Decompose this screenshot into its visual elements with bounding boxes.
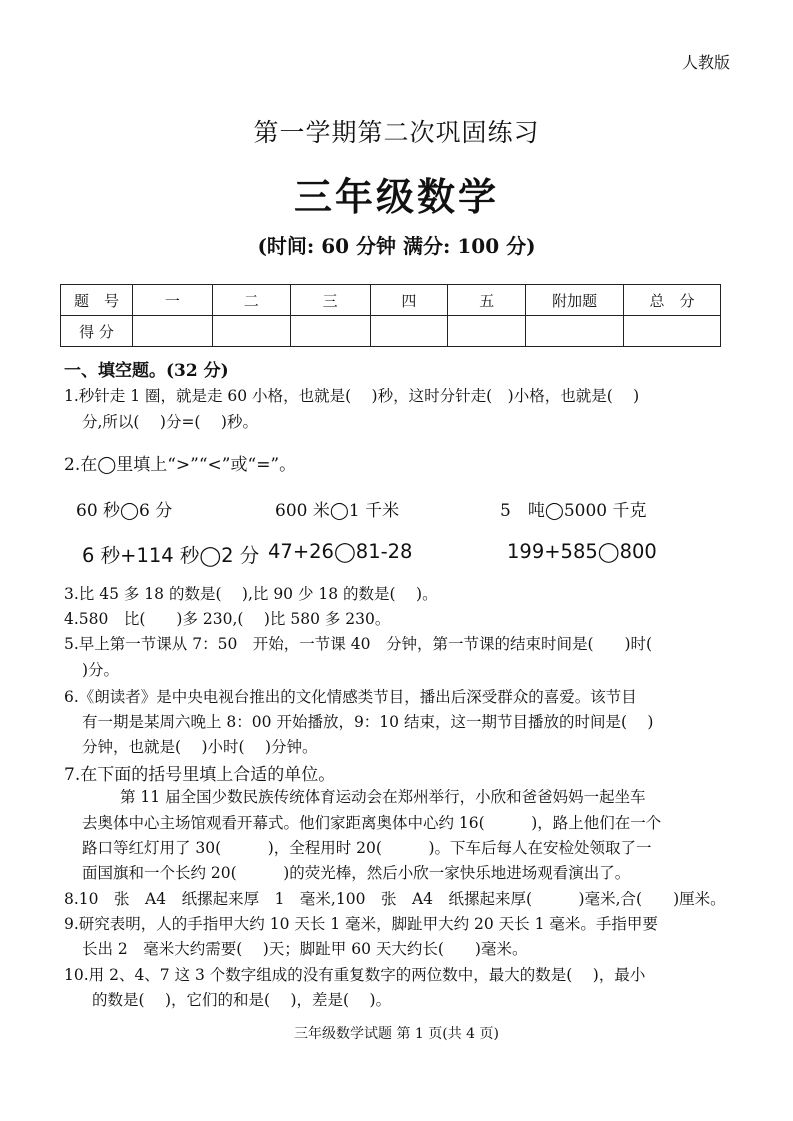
question-6-line-1: 6.《朗读者》是中央电视台推出的文化情感类节目，播出后深受群众的喜爱。该节目 bbox=[64, 688, 637, 706]
table-header-cell: 四 bbox=[370, 285, 448, 316]
question-10-line-1: 10.用 2、4、7 这 3 个数字组成的没有重复数字的两位数中，最大的数是( )，最小 bbox=[64, 966, 646, 984]
compare-item: 600 米◯1 千米 bbox=[275, 501, 400, 521]
score-table-header-row bbox=[61, 285, 721, 316]
question-1-line-1: 1.秒针走 1 圈，就是走 60 小格，也就是( )秒，这时分针走( )小格，也就是( ) bbox=[64, 387, 640, 405]
compare-item: 60 秒◯6 分 bbox=[76, 501, 173, 521]
exam-subtitle: 第一学期第二次巩固练习 bbox=[253, 118, 540, 147]
table-header-cell: 题 号 bbox=[61, 285, 133, 316]
question-7-paragraph: 路口等红灯用了 30( )，全程用时 20( )。下车后每人在安检处领取了一 bbox=[82, 839, 652, 857]
page-title: 三年级数学 bbox=[293, 174, 499, 219]
question-7-paragraph: 面国旗和一个长约 20( )的荧光棒，然后小欣一家快乐地进场观看演出了。 bbox=[82, 864, 631, 882]
question-9-line-2: 长出 2 毫米大约需要( )天；脚趾甲 60 天大约长( )毫米。 bbox=[82, 940, 528, 958]
question-3: 3.比 45 多 18 的数是( ),比 90 少 18 的数是( )。 bbox=[64, 585, 438, 603]
question-7: 7.在下面的括号里填上合适的单位。 bbox=[64, 765, 336, 785]
question-10-line-2: 的数是( )，它们的和是( )，差是( )。 bbox=[92, 991, 392, 1009]
score-cell bbox=[624, 316, 721, 347]
compare-item: 47+26◯81-28 bbox=[268, 540, 413, 563]
edition-label: 人教版 bbox=[682, 53, 731, 72]
table-header-cell: 五 bbox=[448, 285, 526, 316]
question-7-paragraph: 去奥体中心主场馆观看开幕式。他们家距离奥体中心约 16( )，路上他们在一个 bbox=[82, 814, 662, 832]
question-4: 4.580 比( )多 230,( )比 580 多 230。 bbox=[64, 610, 391, 628]
question-6-line-3: 分钟，也就是( )小时( )分钟。 bbox=[82, 738, 318, 756]
compare-item: 199+585◯800 bbox=[507, 540, 657, 563]
score-cell bbox=[448, 316, 526, 347]
question-5-line-1: 5.早上第一节课从 7：50 开始，一节课 40 分钟，第一节课的结束时间是( )时( bbox=[64, 635, 653, 653]
score-cell bbox=[526, 316, 624, 347]
time-info: (时间: 60 分钟 满分: 100 分) bbox=[257, 234, 536, 258]
score-table bbox=[60, 284, 721, 347]
compare-item: 5 吨◯5000 千克 bbox=[500, 501, 647, 521]
question-7-paragraph: 第 11 届全国少数民族传统体育运动会在郑州举行，小欣和爸爸妈妈一起坐车 bbox=[120, 788, 646, 806]
table-header-cell: 总 分 bbox=[624, 285, 721, 316]
question-1-line-2: 分,所以( )分=( )秒。 bbox=[82, 413, 258, 431]
page-footer: 三年级数学试题 第 1 页(共 4 页) bbox=[294, 1026, 499, 1042]
section-title: 一、填空题。(32 分) bbox=[64, 361, 229, 381]
question-2: 2.在◯里填上“>”“<”或“=”。 bbox=[64, 455, 297, 475]
score-cell bbox=[132, 316, 212, 347]
score-cell bbox=[290, 316, 370, 347]
table-header-cell: 二 bbox=[212, 285, 290, 316]
table-header-cell: 三 bbox=[290, 285, 370, 316]
score-cell bbox=[212, 316, 290, 347]
score-cell bbox=[370, 316, 448, 347]
score-row-label: 得 分 bbox=[61, 316, 133, 347]
table-header-cell: 一 bbox=[132, 285, 212, 316]
question-5-line-2: )分。 bbox=[82, 661, 120, 679]
question-8: 8.10 张 A4 纸摞起来厚 1 毫米,100 张 A4 纸摞起来厚( )毫米,合( )厘米。 bbox=[64, 890, 726, 908]
compare-item: 6 秒+114 秒◯2 分 bbox=[82, 544, 260, 567]
question-9-line-1: 9.研究表明，人的手指甲大约 10 天长 1 毫米，脚趾甲大约 20 天长 1 毫米。手指甲要 bbox=[64, 915, 658, 933]
score-table-score-row bbox=[61, 316, 721, 347]
question-6-line-2: 有一期是某周六晚上 8：00 开始播放，9：10 结束，这一期节目播放的时间是( ) bbox=[82, 713, 654, 731]
table-header-cell: 附加题 bbox=[526, 285, 624, 316]
